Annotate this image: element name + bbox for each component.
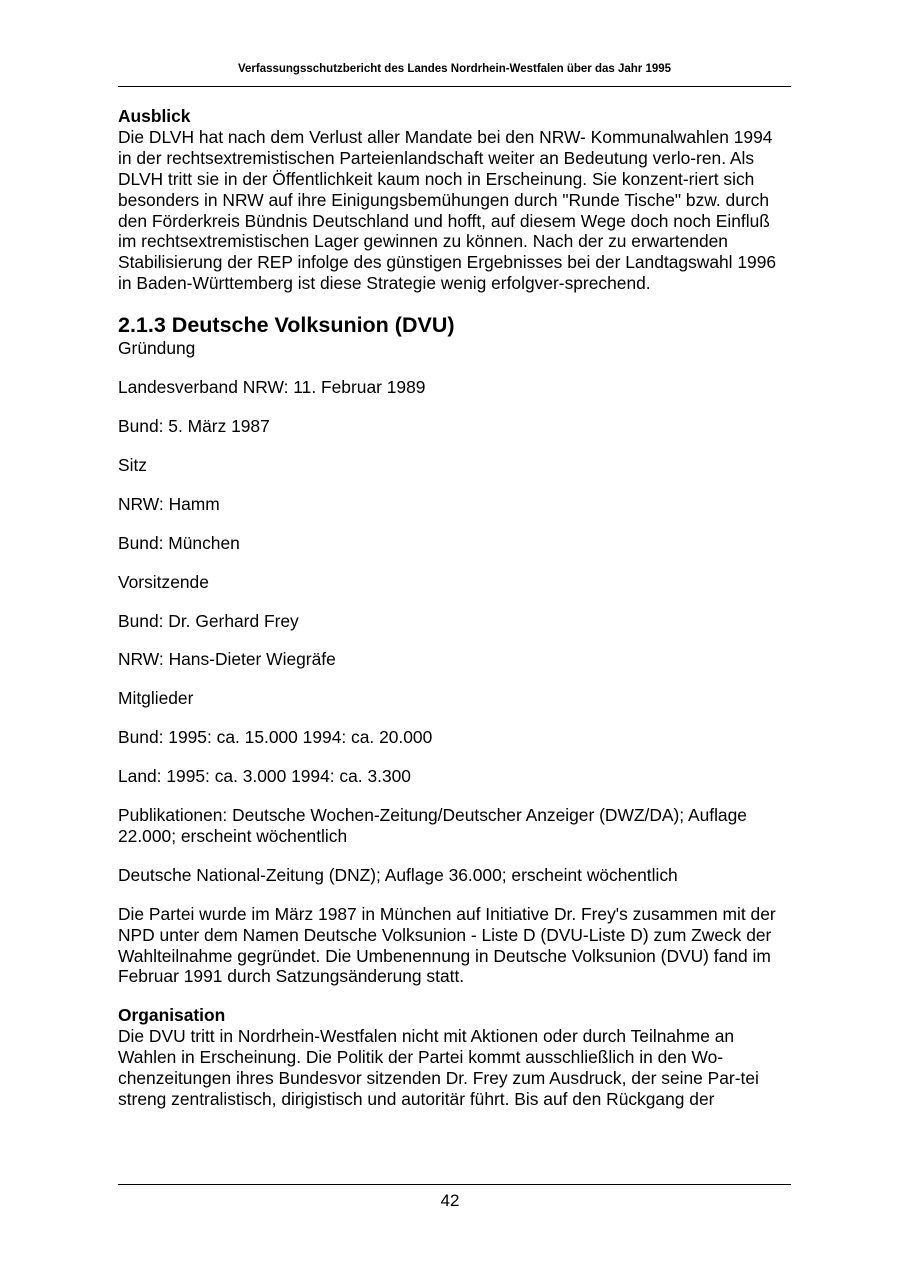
footer-rule bbox=[118, 1184, 791, 1185]
fact-line: Bund: Dr. Gerhard Frey bbox=[118, 610, 299, 631]
fact-line: Bund: 1995: ca. 15.000 1994: ca. 20.000 bbox=[118, 727, 433, 748]
fact-line: Sitz bbox=[118, 454, 147, 475]
page-number: 42 bbox=[440, 1191, 460, 1210]
header-rule bbox=[118, 86, 791, 87]
fact-line: Bund: München bbox=[118, 532, 240, 553]
section-heading-dvu: 2.1.3 Deutsche Volksunion (DVU) bbox=[118, 313, 455, 338]
running-header: Verfassungsschutzbericht des Landes Nordrhein-Westfalen über das Jahr 1995 bbox=[237, 63, 672, 75]
fact-line: NRW: Hamm bbox=[118, 493, 220, 514]
paragraph-ausblick: Die DLVH hat nach dem Verlust aller Mandate bei den NRW- Kommunalwahlen 1994 in der rechtsextremistischen Parteienlandschaft weiter an Bedeutung verlo-ren. Als DLVH tritt sie in der Öffentlichkeit kaum noch in Erscheinung. Sie konzent-riert sich besonders in NRW auf ihre Einigungsbemühungen durch "Runde Tische" bzw. durch den Förderkreis Bündnis Deutschland und hofft, auf diesem Wege doch noch Einfluß im rechtsextremistischen Lager gewinnen zu können. Nach der zu erwartenden Stabilisierung der REP infolge des günstigen Ergebnisses bei der Landtagswahl 1996 in Baden-Württemberg ist diese Strategie wenig erfolgver-sprechend. bbox=[118, 126, 777, 294]
page-content bbox=[118, 106, 782, 1110]
paragraph-publication-2: Deutsche National-Zeitung (DNZ); Auflage 36.000; erscheint wöchentlich bbox=[118, 864, 678, 885]
fact-line: Landesverband NRW: 11. Februar 1989 bbox=[118, 377, 426, 398]
fact-line: NRW: Hans-Dieter Wiegräfe bbox=[118, 649, 336, 670]
section-heading-ausblick: Ausblick bbox=[118, 106, 191, 126]
paragraph-publications: Publikationen: Deutsche Wochen-Zeitung/Deutscher Anzeiger (DWZ/DA); Auflage 22.000; erscheint wöchentlich bbox=[118, 805, 747, 846]
fact-line: Gründung bbox=[118, 338, 196, 359]
fact-line: Vorsitzende bbox=[118, 571, 209, 592]
fact-line: Mitglieder bbox=[118, 688, 194, 709]
paragraph-history: Die Partei wurde im März 1987 in München auf Initiative Dr. Frey's zusammen mit der NPD unter dem Namen Deutsche Volksunion - Liste D (DVU-Liste D) zum Zweck der Wahlteilnahme gegründet. Die Umbenennung in Deutsche Volksunion (DVU) fand im Februar 1991 durch Satzungsänderung statt. bbox=[118, 903, 776, 987]
fact-line: Bund: 5. März 1987 bbox=[118, 415, 270, 436]
fact-line: Land: 1995: ca. 3.000 1994: ca. 3.300 bbox=[118, 766, 411, 787]
section-heading-organisation: Organisation bbox=[118, 1005, 226, 1026]
paragraph-organisation: Die DVU tritt in Nordrhein-Westfalen nicht mit Aktionen oder durch Teilnahme an Wahlen in Erscheinung. Die Politik der Partei kommt ausschließlich in den Wo-chenzeitungen ihres Bundesvor sitzenden Dr. Frey zum Ausdruck, der seine Par-tei streng zentralistisch, dirigistisch und autoritär führt. Bis auf den Rückgang der bbox=[118, 1026, 759, 1109]
